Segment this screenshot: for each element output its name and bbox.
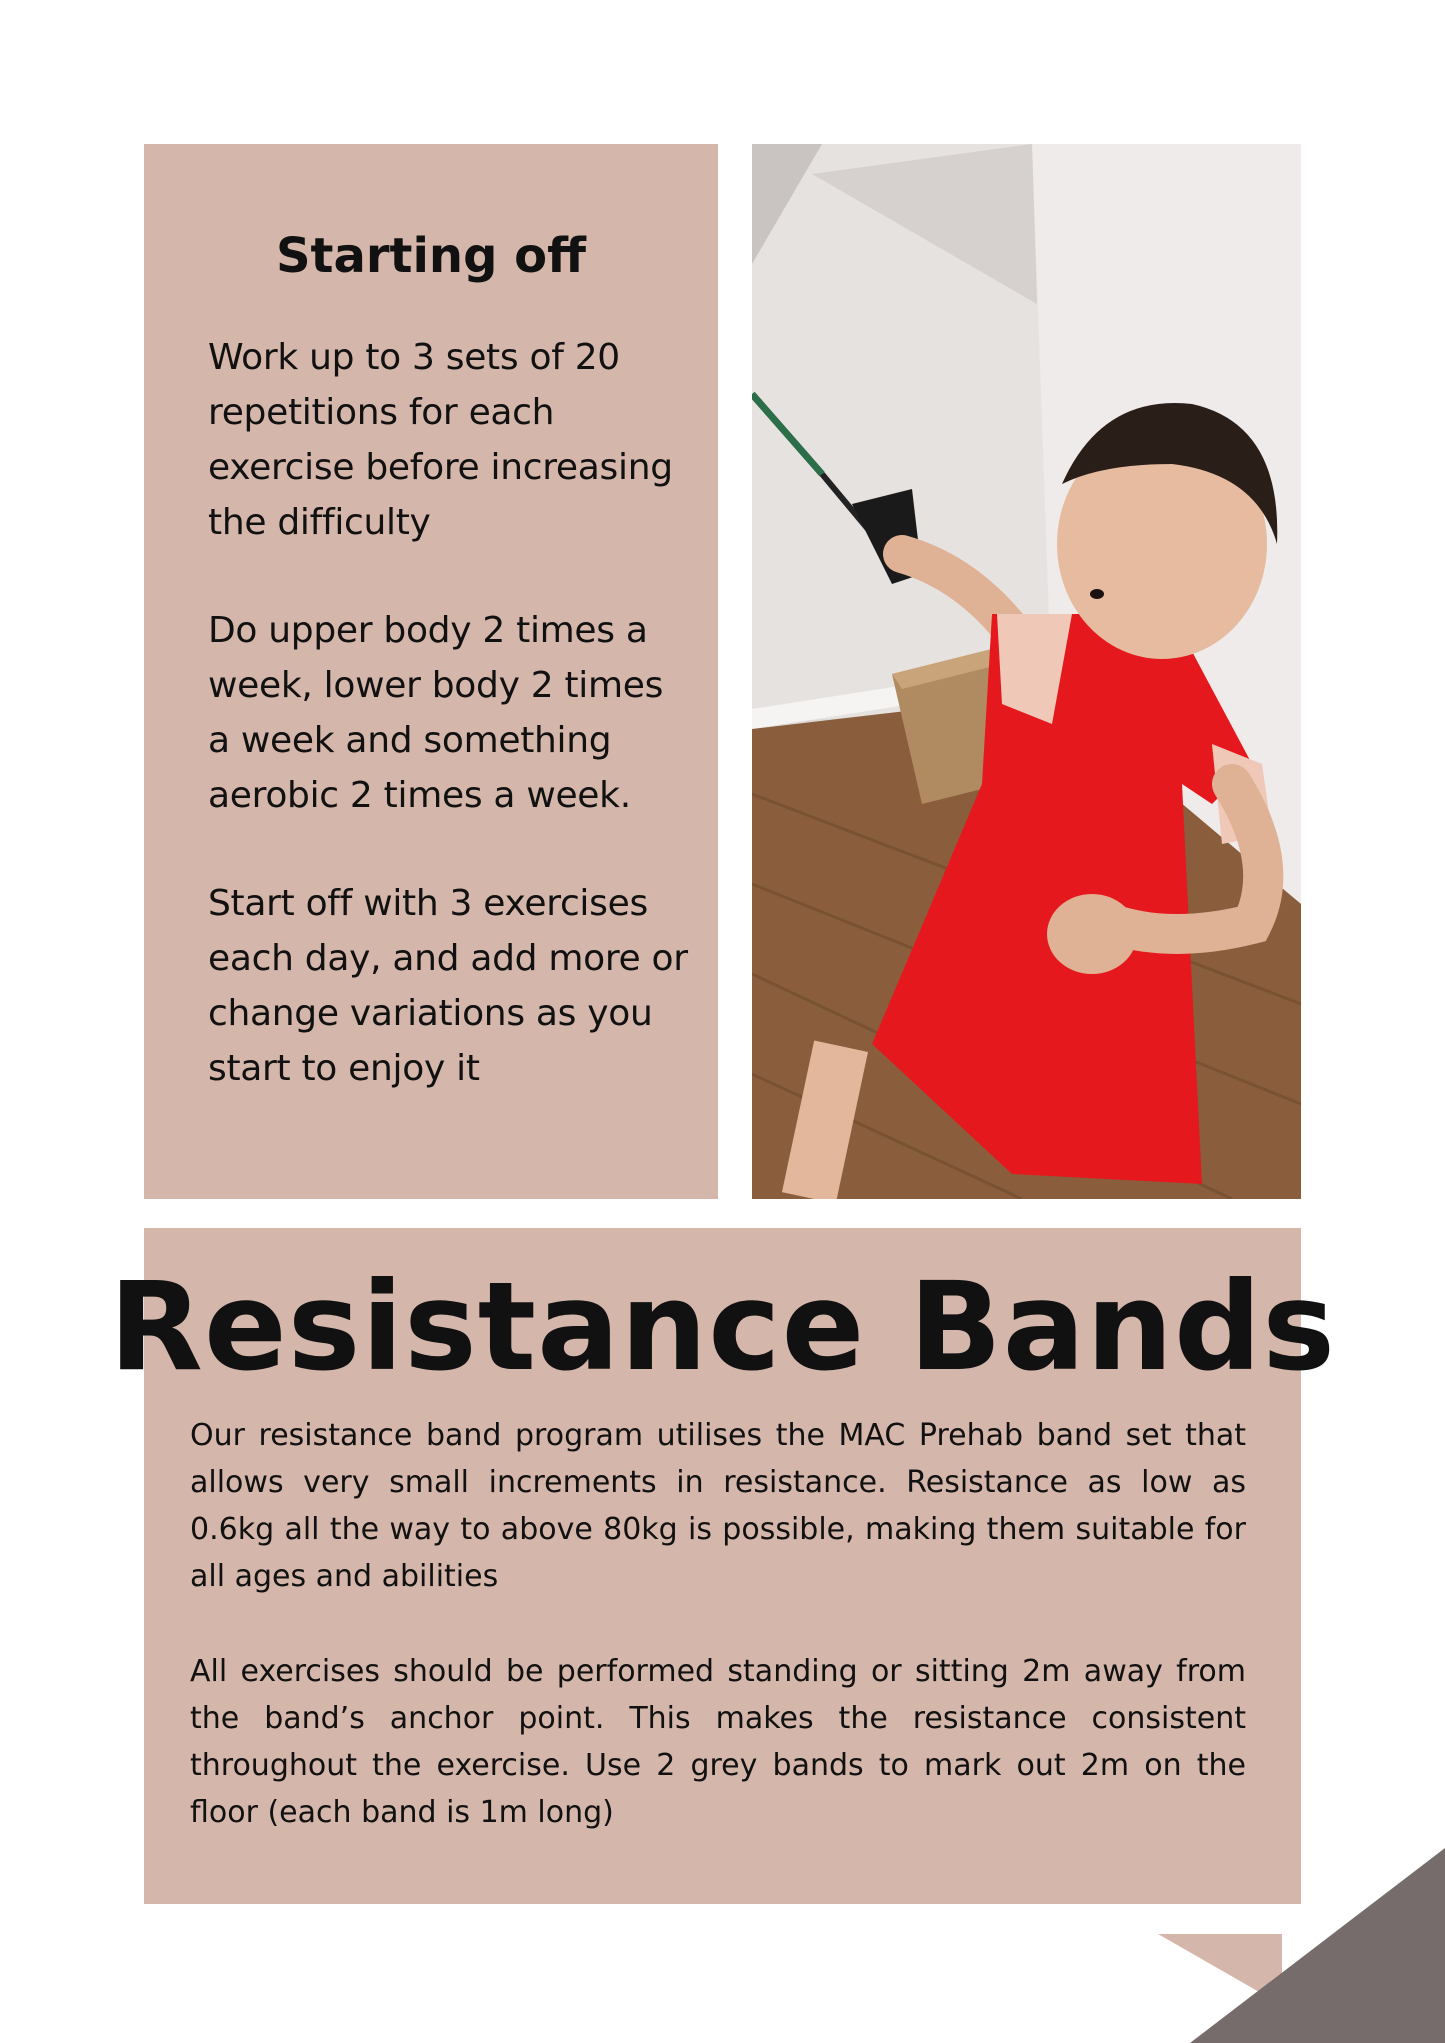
resistance-bands-anchor-paragraph: All exercises should be performed standing or sitting 2m away from the band’s anchor point. This makes the resistance consistent throughout the exercise. Use 2 grey bands to mark out 2m on the floor (each band is 1m long) [190, 1654, 1246, 1830]
starting-off-paragraph-exercises: Start off with 3 exercises each day, and add more or change variations as you start to enjoy it [208, 883, 688, 1089]
starting-off-paragraph-sets: Work up to 3 sets of 20 repetitions for each exercise before increasing the difficulty [208, 337, 673, 543]
starting-off-paragraph-schedule: Do upper body 2 times a week, lower body 2 times a week and something aerobic 2 times a week. [208, 610, 664, 816]
starting-off-title: Starting off [275, 228, 587, 284]
resistance-bands-title: Resistance Bands [109, 1256, 1336, 1398]
resistance-bands-intro-paragraph: Our resistance band program utilises the MAC Prehab band set that allows very small increments in resistance. Resistance as low as 0.6kg all the way to above 80kg is possible, making them suitable for all ages and abilities [190, 1418, 1246, 1594]
